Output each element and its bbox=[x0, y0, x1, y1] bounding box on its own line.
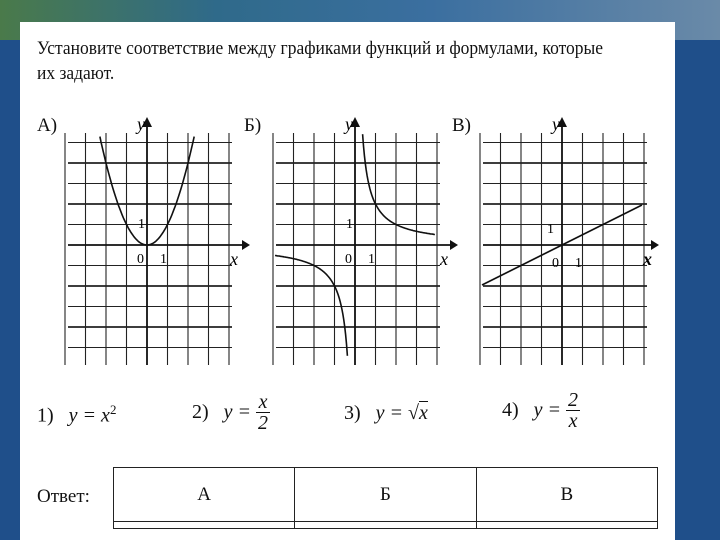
unit-y-label: 1 bbox=[138, 217, 145, 232]
formula-4-lhs: y = bbox=[533, 399, 567, 421]
formula-3-number: 3) bbox=[344, 402, 361, 424]
formula-4-number: 4) bbox=[502, 399, 519, 421]
formula-1 bbox=[37, 402, 116, 428]
origin-label: 0 bbox=[137, 252, 144, 267]
graph-v-label: В) bbox=[452, 115, 471, 136]
formula-2-fraction bbox=[256, 392, 270, 433]
formula-1-number: 1) bbox=[37, 404, 54, 427]
answer-header-v: В bbox=[476, 468, 657, 522]
unit-y-label: 1 bbox=[346, 217, 353, 232]
grid bbox=[65, 133, 232, 365]
origin-label: 0 bbox=[345, 252, 352, 267]
graph-b-label: Б) bbox=[244, 115, 262, 136]
formula-2 bbox=[192, 392, 270, 433]
task-title: Установите соответствие между графиками функций и формулами, которые их задают. bbox=[37, 38, 604, 84]
formula-4 bbox=[502, 390, 580, 431]
formula-2-denominator: 2 bbox=[258, 412, 269, 434]
hyperbola-branch-left bbox=[275, 256, 347, 356]
formula-2-lhs: y = bbox=[223, 401, 257, 423]
y-axis-label: y bbox=[552, 114, 560, 134]
formula-3-lhs: y = bbox=[375, 402, 409, 424]
hyperbola-branch-right bbox=[363, 134, 435, 234]
graph-a bbox=[60, 115, 250, 370]
grid bbox=[480, 133, 647, 365]
x-axis-arrow bbox=[651, 240, 659, 250]
answer-cell-b[interactable] bbox=[295, 522, 476, 529]
y-axis-label: y bbox=[345, 114, 353, 134]
formula-1-base: x bbox=[101, 404, 110, 427]
unit-x-label: 1 bbox=[160, 252, 167, 267]
formula-4-numerator: 2 bbox=[568, 389, 579, 411]
answer-header-row bbox=[114, 468, 658, 522]
answer-value-row bbox=[114, 522, 658, 529]
answer-table bbox=[113, 467, 658, 529]
unit-x-label: 1 bbox=[575, 256, 582, 271]
formula-1-exponent: 2 bbox=[109, 402, 117, 417]
answer-label: Ответ: bbox=[37, 486, 90, 507]
formula-3 bbox=[344, 402, 428, 425]
graph-b bbox=[268, 115, 458, 370]
graph-v bbox=[475, 115, 665, 370]
grid bbox=[273, 133, 440, 365]
answer-header-b: Б bbox=[295, 468, 476, 522]
answer-cell-v[interactable] bbox=[476, 522, 657, 529]
unit-x-label: 1 bbox=[368, 252, 375, 267]
unit-y-label: 1 bbox=[547, 222, 554, 237]
x-axis-label: x bbox=[440, 249, 448, 269]
x-axis-label: x bbox=[643, 249, 652, 269]
formula-1-lhs: y = bbox=[68, 404, 102, 427]
formula-3-radicand: x bbox=[419, 402, 428, 424]
origin-label: 0 bbox=[552, 256, 559, 271]
formula-2-number: 2) bbox=[192, 401, 209, 423]
graph-a-label: А) bbox=[37, 115, 58, 136]
formula-3-radical: √ bbox=[408, 402, 420, 424]
x-axis-label: x bbox=[230, 249, 238, 269]
formula-4-fraction bbox=[566, 390, 580, 431]
formula-2-numerator: x bbox=[256, 392, 270, 413]
y-axis-label: y bbox=[137, 114, 145, 134]
formula-4-denominator: x bbox=[568, 410, 578, 432]
answer-header-a: А bbox=[114, 468, 295, 522]
x-axis-arrow bbox=[450, 240, 458, 250]
x-axis-arrow bbox=[242, 240, 250, 250]
answer-cell-a[interactable] bbox=[114, 522, 295, 529]
